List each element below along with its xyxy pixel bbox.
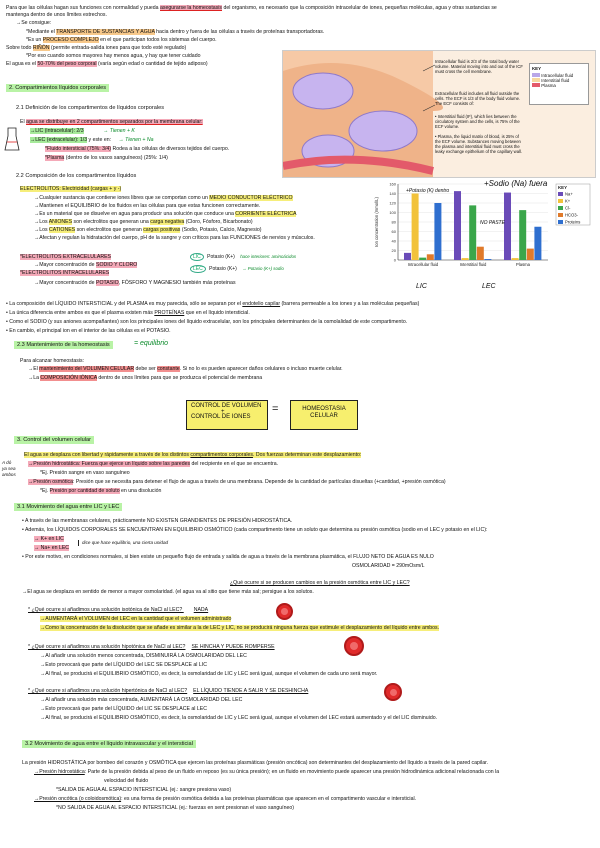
compartments-figure <box>282 50 596 178</box>
section-2-2-title: 2.2 Composición de los compartimentos líquidos <box>16 173 137 179</box>
s2-line-1: El agua se distribuye en 2 compartimentos separados por la membrana celular: <box>20 119 203 125</box>
key-item-if: Interstitial fluid <box>530 78 588 83</box>
electrolitos-line-5: →Los CATIONES son electrolitos que generan cargas positivas (Sodio, Potasio, Calcio, Magnesio) <box>34 227 262 233</box>
annotation-potasio: +Potasio (K) dentro <box>406 188 450 194</box>
s32-hidrostatica-cont: velocidad del fluido <box>104 778 149 784</box>
bar-2-3 <box>527 249 534 260</box>
x-tick-1: Interstitial fluid <box>459 262 487 267</box>
y-tick-100: 100 <box>389 210 396 215</box>
section-3-1-title: 3.1 Movimiento del agua entre LIC y LEC <box>14 503 122 511</box>
s31-bullet-1: • A través de las membranas celulares, prácticamente NO EXISTEN GRANDIENTES DE PRESIÓN HIDROSTÁTICA. <box>22 518 293 524</box>
cell-shape-2 <box>349 111 417 151</box>
s32-no-salida: *NO SALIDA DE AGUA AL ESPACIO INTERSTICIAL (ej.: fuerzas en sent presionan el vaso sanguíneo) <box>56 805 294 811</box>
bullet-2: • La única diferencia entre ambos es que el plasma existen más PROTEÍNAS que en el líquido intersticial. <box>6 310 250 316</box>
hypertonic-line-2: →Esto provocará que parte del LÍQUIDO del LIC SE DESPLACE al LEC <box>40 706 207 712</box>
electrolitos-line-6: →Afectan y regulan la hidratación del cuerpo, pH de la sangre y con críticos para las FUNCIONES de nervios y músculos. <box>34 235 315 241</box>
s31-brace-note: dice que hace equilibrio, una cierta unidad <box>78 540 168 546</box>
legend-label-0: Na+ <box>565 191 573 197</box>
bar-1-4 <box>484 259 491 260</box>
plus-sign: + <box>221 409 225 415</box>
bar-0-2 <box>419 258 426 260</box>
annotation-no-paste: NO PASTE <box>480 220 505 226</box>
figure-text-icf: Intracellular fluid is 2/3 of the total body water volume. Material moving into and out of the ICF must cross the cell membrane. <box>435 59 523 74</box>
extracelulares-line: →Mayor concentración de SODIO Y CLORO <box>34 262 138 268</box>
isotonic-line-2: →Como la concentración de la disolución que se añade es similar a la de LEC y LIC, no se producirá ninguna fuerza que estimule el desplazamiento del líquido entre ambos. <box>40 625 440 631</box>
control-volumen-label: CONTROL DE VOLUMEN <box>191 403 262 409</box>
y-tick-120: 120 <box>389 200 396 206</box>
y-tick-40: 40 <box>391 238 396 244</box>
intracelulares-line: →Mayor concentración de POTASIO, FÓSFORO Y MAGNESIO también más proteínas <box>34 280 236 286</box>
intro-line-3: →Se consigue: <box>16 20 52 26</box>
annotation-lec: LEC <box>482 283 496 290</box>
y-tick-60: 60 <box>391 229 396 234</box>
isotonic-question: * ¿Qué ocurre si añadimos una solución isotónica de NaCl al LEC? NADA <box>28 607 209 613</box>
figure-key-title: KEY <box>532 66 542 71</box>
s3-osmotica: →Presión osmótica: Presión que se necesita para detener el flujo de agua a través de una membrana. Depende de la cantidad de partículas disueltas (+cantidad, +presión osmótica) <box>28 479 446 485</box>
x-tick-0: Intracellular fluid <box>407 262 439 267</box>
homeostasis-line-2: →La COMPOSICIÓN IÓNICA dentro de unos límites para que se produzca el potencial de membrana <box>28 375 263 381</box>
hypertonic-cell-image <box>384 683 402 701</box>
intro-line-7: *Por eso cuando somos mayores hay menos agua, y hay que tener cuidado <box>26 53 201 59</box>
bar-1-0 <box>454 191 461 260</box>
bar-0-3 <box>427 254 434 260</box>
osmolaridad-value: OSMOLARIDAD = 290mOsm/L <box>352 563 425 569</box>
key-item-icf: Intracellular fluid <box>530 73 588 78</box>
bar-2-1 <box>512 258 519 260</box>
x-tick-2: Plasma <box>516 262 530 267</box>
hypotonic-question: * ¿Qué ocurre si añadimos una solución hipotónica de NaCl al LEC? SE HINCHA Y PUEDE ROMPERSE <box>28 644 275 650</box>
bullet-4: • En cambio, el principal ion en el interior de las células es el POTASIO. <box>6 328 171 334</box>
y-tick-80: 80 <box>391 219 396 225</box>
y-tick-140: 140 <box>389 191 396 196</box>
ion-chart-container <box>372 176 596 290</box>
s32-salida: *SALIDA DE AGUA AL ESPACIO INTERSTICIAL (ej.: sangre presiona vaso) <box>56 787 232 793</box>
hypotonic-line-3: →Al final, se producirá el EQUILIBRIO OSMÓTICO, es decir, la osmolaridad de LIC y LEC será igual, aunque el volumen de cada uno será mayor. <box>40 671 378 677</box>
s31-k-lic: → K+ en LIC <box>34 536 64 542</box>
legend-swatch-2 <box>558 206 563 210</box>
hypotonic-line-1: →Al añadir una solución menos concentrada, DISMINUIRÁ LA OSMOLARIDAD DEL LEC <box>40 653 247 659</box>
y-axis-label: Ion concentration (mmol/L) <box>374 197 379 247</box>
bar-2-2 <box>519 210 526 260</box>
s31-bullet-3: • Por este motivo, en condiciones normales, si bien existe un pequeño flujo de entrada y salida de agua a través de la membrana plasmática, el FLUJO NETO DE AGUA ES NULO <box>22 554 434 560</box>
section-2-3-title: 2.3 Mantenimiento de la homeostasis <box>14 341 113 349</box>
isotonic-line-1: →AUMENTARÁ el VOLUMEN del LEC en la cantidad que el volumen administrado <box>40 616 232 622</box>
s2-lec: →LEC (extracelular): 1/3 y este en: → Tienen + Na <box>30 137 154 143</box>
homeostasis-line-1: →El mantenimiento del VOLUMEN CELULAR debe ser constante. Si no lo es pueden aparecer daños celulares o incluso muerte celular. <box>28 366 343 372</box>
bullet-1: • La composición del LÍQUIDO INTERSTICIAL y del PLASMA es muy parecida, sólo se separan por el endotelio capilar (barrera permeable a los iones y a las moléculas pequeñas) <box>6 301 420 307</box>
intro-line-8: El agua es el 50-70% del peso corporal (varía según edad o cantidad de tejido adiposo) <box>6 61 208 67</box>
homeostasis-intro: Para alcanzar homeostasis: <box>20 358 85 364</box>
bullet-3: • Como el SODIO (y sus aniones acompañantes) son los principales iones del líquido extracelular, son los principales determinantes de la osmolalidad de este compartimento. <box>6 319 408 325</box>
y-tick-160: 160 <box>389 181 396 187</box>
homeostasia-box <box>290 400 358 430</box>
beaker-icon <box>4 126 20 152</box>
note-lic: LIC Potasio (K+) hace interiores: aminoácidos <box>190 254 296 260</box>
legend-swatch-4 <box>558 220 563 224</box>
question-main: ¿Qué ocurre si se producen cambios en la presión osmótica entre LIC y LEC? <box>230 580 410 586</box>
electrolitos-line-3: →Es un material que se disuelve en agua para producir una solución que conduce una CORRIENTE ELÉCTRICA <box>34 211 297 217</box>
legend-label-3: HCO3- <box>565 212 579 218</box>
intracelulares-title: *ELECTROLITOS INTRACELULARES <box>20 270 110 276</box>
legend-title: KEY <box>558 185 568 190</box>
control-box <box>186 400 268 430</box>
homeostasia-label: HOMEOSTASIA <box>302 406 346 412</box>
bar-0-4 <box>434 203 441 260</box>
legend-swatch-3 <box>558 213 563 217</box>
isotonic-cell-image <box>276 603 293 620</box>
y-tick-20: 20 <box>391 248 396 253</box>
bar-1-1 <box>462 258 469 260</box>
s32-line-1: La presión HIDROSTÁTICA por bombeo del corazón y OSMÓTICA que ejercen las proteínas plasmáticas (presión oncótica) son determinantes del desplazamiento del líquido a través de la pared capilar. <box>22 760 488 766</box>
electrolitos-line-4: →Los ANIONES son electrolitos que generan una carga negativa (Cloro, Fósforo, Bicarbonato) <box>34 219 253 225</box>
section-2-1-title: 2.1 Definición de los compartimentos de líquidos corporales <box>16 105 165 111</box>
s3-margin-note: A dó ya sea ambos <box>2 460 16 477</box>
figure-key <box>529 63 589 105</box>
legend-swatch-1 <box>558 199 563 203</box>
ion-concentration-chart <box>372 176 596 290</box>
hypertonic-line-3: →Al final, se producirá el EQUILIBRIO OSMÓTICO, es decir, la osmolaridad de LIC y LEC será igual, aunque el volumen del LEC estará aumentado y el del LIC disminuido. <box>40 715 438 721</box>
s3-hidrostatica-ej: *Ej. Presión sangre en vaso sanguíneo <box>40 470 130 476</box>
s3-osmotica-ej: *Ej. Presión por cantidad de soluto en una disolución <box>40 488 162 494</box>
s3-line-1: El agua se desplaza con libertad y rápidamente a través de los distintos compartimentos corporales. Dos fuerzas determinan este desplazamiento: <box>24 452 362 458</box>
hypotonic-line-2: →Esto provocará que parte del LÍQUIDO del LEC SE DESPLACE al LIC <box>40 662 207 668</box>
annotation-lic: LIC <box>416 283 427 290</box>
hypotonic-cell-image <box>344 636 364 656</box>
s31-bullet-2: • Además, los LÍQUIDOS CORPORALES SE ENCUENTRAN EN EQUILIBRIO OSMÓTICO (cada compartimento tiene un soluto que determina su presión osmótica (sodio en el LEC y potasio en el LIC): <box>22 527 488 533</box>
legend-swatch-0 <box>558 192 563 196</box>
section-2-3-note: = equilibrio <box>134 340 169 347</box>
figure-text-if: • Interstitial fluid (IF), which lies between the circulatory system and the cells, is 75% of the ECF volume. <box>435 114 520 129</box>
extracelulares-title: *ELECTROLITOS EXTRACELULARES <box>20 254 112 260</box>
bar-1-2 <box>469 205 476 260</box>
beaker-drawing <box>4 126 20 152</box>
s32-oncotica: →Presión oncótica (o coloidosmótica): es una forma de presión osmótica debida a las proteínas plasmáticas que aparecen en el compartimento vascular e intersticial. <box>34 796 417 802</box>
bar-0-1 <box>412 194 419 261</box>
s2-lic: →LIC (intracelular): 2/3 → Tienen + K <box>30 128 135 134</box>
intro-line-4: *Mediante el TRANSPORTE DE SUSTANCIAS Y AGUA hacia dentro y fuera de las células a través de proteínas transportadoras. <box>26 29 325 35</box>
electrolitos-line-1: →Cualquier sustancia que contiene iones libres que se comportan como un MEDIO CONDUCTOR ELÉCTRICO <box>34 195 293 201</box>
bar-1-3 <box>477 247 484 260</box>
s2-plasma: *Plasma (dentro de los vasos sanguíneos) (25%: 1/4) <box>45 155 168 161</box>
section-2-title: 2. Compartimientos líquidos corporales <box>6 84 109 92</box>
bar-0-0 <box>404 253 411 260</box>
section-3-title: 3. Control del volumen celular <box>14 436 94 444</box>
bar-2-0 <box>504 193 511 260</box>
legend-label-4: Proteins <box>565 219 581 225</box>
s32-hidrostatica: →Presión hidrostática: Parte de la presión debida al peso de un fluido en reposo (es su única presión); en un fluido en movimiento puede aparecer una presión hidrodinámica adicional relacionada con la <box>34 769 500 775</box>
intro-line-5: *Es un PROCESO COMPLEJO en el que participan todos los sistemas del cuerpo. <box>26 37 217 43</box>
cell-shape-1 <box>293 73 353 109</box>
note-lec: LEC Potasio (K+) → Potasio (K+) sodio <box>190 266 284 272</box>
electrolitos-title: ELECTROLITOS: Electricidad (cargas + y -) <box>20 186 122 192</box>
celular-label: CELULAR <box>310 413 338 419</box>
question-main-answer: →El agua se desplaza en sentido de menor a mayor osmolaridad. (el agua va al sitio que tiene más sal; persigue a los solutos. <box>22 589 314 595</box>
legend-label-1: K+ <box>565 198 571 204</box>
annotation-sodio: +Sodio (Na) fuera <box>484 179 548 188</box>
key-item-plasma: Plasma <box>530 83 588 88</box>
figure-text-plasma: • Plasma, the liquid matrix of blood, is 25% of the ECF volume. Substances moving between the plasma and interstitial fluid must cross the leaky exchange epithelium of the capillary wall. <box>435 134 523 154</box>
hypertonic-line-1: →Al añadir una solución más concentrada, AUMENTARÁ LA OSMOLARIDAD DEL LEC <box>40 697 243 703</box>
s3-hidrostatica: →Presión hidrostática: Fuerza que ejerce un líquido sobre las paredes del recipiente en el que se encuentra. <box>28 461 279 467</box>
s2-interstitial: *Fluido intersticial (75%: 3/4) Rodea a las células de diversos tejidos del cuerpo. <box>45 146 230 152</box>
s31-na-lec: → Na+ en LEC <box>34 545 70 551</box>
legend-label-2: Cl- <box>565 205 571 211</box>
control-iones-label: CONTROL DE IONES <box>191 414 251 420</box>
figure-text-ecf: Extracellular fluid includes all fluid outside the cells. The ECF is 1/3 of the body fluid volume. The ECF consists of: <box>435 91 521 106</box>
y-tick-0: 0 <box>393 257 396 263</box>
electrolitos-line-2: →Mantienen el EQUILIBRIO de los fluidos en las células para que estas funcionen correctamente. <box>34 203 261 209</box>
intro-line-6: Sobre todo RIÑÓN (permite entrada-salida iones para que todo esté regulado) <box>6 45 187 51</box>
equals-sign: = <box>272 403 279 415</box>
hypertonic-question: * ¿Qué ocurre si añadimos una solución hipertónica de NaCl al LEC? EL LÍQUIDO TIENDE A SALIR Y SE DESHINCHA <box>28 688 309 694</box>
bar-2-4 <box>534 227 541 260</box>
intro-line-1: Para que las células hagan sus funciones con normalidad y pueda asegurarse la homeostasis del organismo, es necesario que la composición intracelular de iones, pequeñas moléculas, agua y otras sustancias se <box>6 5 497 11</box>
intro-line-2: mantenga dentro de unos límites estrechos. <box>6 12 107 18</box>
section-3-2-title: 3.2 Movimiento de agua entre el líquido intravascular y el intersticial <box>22 740 196 748</box>
